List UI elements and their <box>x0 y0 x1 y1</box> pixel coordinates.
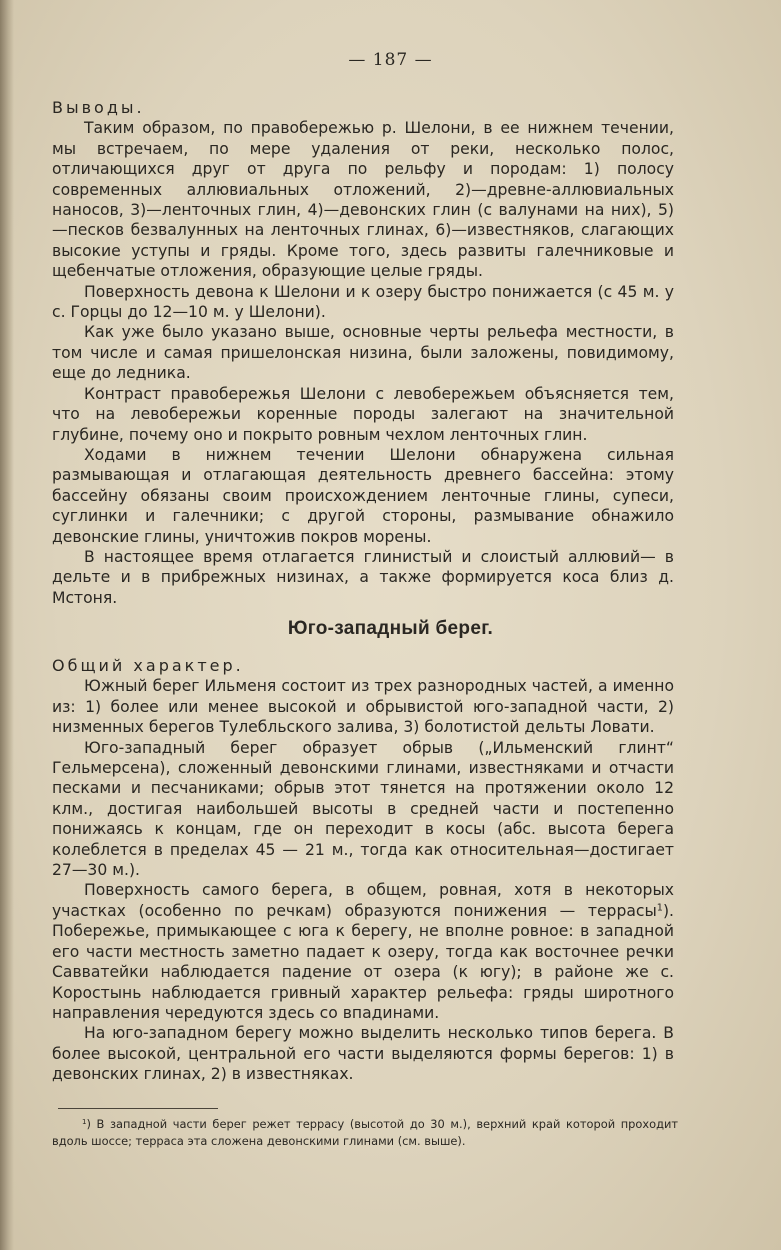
conclusions-paragraph: Поверхность девона к Шелони и к озеру быстро понижается (с 45 м. у с. Горцы до 12—10 м. у Шелони). <box>52 282 674 322</box>
footnote <box>52 1116 678 1150</box>
footnote-text: ) В западной части берег режет террасу (высотой до 30 м.), верхний край которой проходит вдоль шоссе; терраса эта сложена девонскими глинами (см. выше). <box>52 1117 678 1148</box>
paragraph-text: Поверхность самого берега, в общем, ровная, хотя в некоторых участках (особенно по речкам) образуются понижения — террасы <box>52 881 674 920</box>
conclusions-paragraph: Контраст правобережья Шелони с левобережьем объясняется тем, что на левобережьи коренные породы залегают на значительной глубине, почему оно и покрыто ровным чехлом ленточных глин. <box>52 384 674 444</box>
conclusions-paragraph: Таким образом, по правобережью р. Шелони, в ее нижнем течении, мы встречаем, по мере удаления от реки, несколько полос, отличающихся друг от друга по рельфу и породам: 1) полосу современных аллювиальных отложений, 2)—древне-аллювиальных наносов, 3)—ленточных глин, 4)—девонских глин (с валунами на них), 5)—песков безвалунных на ленточных глинах, 6)—известняков, слагающих высокие уступы и гряды. Кроме того, здесь развиты галечниковые и щебенчатые отложения, образующие целые гряды. <box>52 119 674 281</box>
conclusions-paragraph: Как уже было указано выше, основные черты рельефа местности, в том числе и самая пришелонская низина, были заложены, повидимому, еще до ледника. <box>52 323 674 383</box>
section-paragraph: Южный берег Ильменя состоит из трех разнородных частей, а именно из: 1) более или менее высокой и обрывистой юго-западной части, 2) низменных берегов Тулебльского залива, 3) болотистой дельты Ловати. <box>52 677 674 737</box>
footnote-divider <box>58 1108 218 1109</box>
page-number: — 187 — <box>348 50 433 70</box>
section-title: Юго-западный берег. <box>287 618 494 639</box>
paragraph-text: ). Побережье, примыкающее с юга к берегу, не вполне ровное: в западной его части местность заметно падает к озеру, тогда как восточнее речки Савватейки наблюдается падение от озера (к югу); в районе же с. Коростынь наблюдается гривный характер рельефа: гряды широтного направления чередуются здесь со впадинами. <box>52 901 674 1022</box>
section-subheading: Общий характер. <box>52 656 244 675</box>
conclusions-paragraph: В настоящее время отлагается глинистый и слоистый аллювий— в дельте и в прибрежных низинах, а также формируется коса близ д. Мстоня. <box>52 547 674 607</box>
conclusions-paragraph: Ходами в нижнем течении Шелони обнаружена сильная размывающая и отлагающая деятельность древнего бассейна: этому бассейну обязаны своим происхождением ленточные глины, супеси, суглинки и галечники; с другой стороны, размывание обнажило девонские глины, уничтожив покров морены. <box>52 445 674 546</box>
conclusions-heading: Выводы. <box>52 98 145 117</box>
section-paragraph: Юго-западный берег образует обрыв („Ильменский глинт“ Гельмерсена), сложенный девонскими глинами, известняками и отчасти песками и песчаниками; обрыв этот тянется на протяжении около 12 клм., достигая наибольшей высоты в средней части и постепенно понижаясь к концам, где он переходит в косы (абс. высота берега колеблется в пределах 45 — 21 м., тогда как относительная—достигает 27—30 м.). <box>52 738 674 880</box>
footnote-reference: 1 <box>656 902 663 914</box>
section-paragraph: На юго-западном берегу можно выделить несколько типов берега. В более высокой, центральной его части выделяются формы берегов: 1) в девонских глинах, 2) в известняках. <box>52 1024 674 1084</box>
section-paragraph-with-note <box>52 880 674 1023</box>
southwest-shore-section <box>52 656 674 1085</box>
conclusions-section <box>52 98 674 608</box>
footnote-mark: 1 <box>82 1117 87 1127</box>
